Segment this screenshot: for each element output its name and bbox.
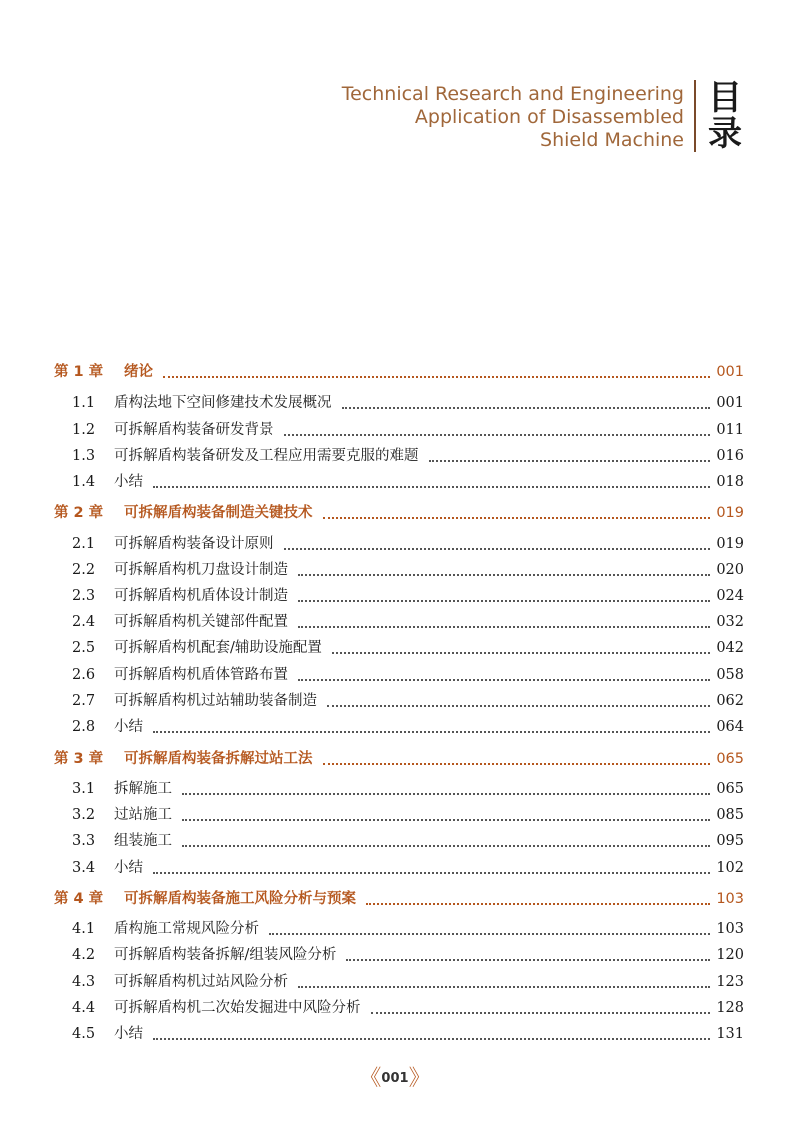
toc-page-number: 064 <box>716 719 744 735</box>
toc-entry-title: 可拆解盾构装备拆解/组装风险分析 <box>114 947 337 963</box>
toc-leader-dots <box>182 819 710 821</box>
toc-page-number: 016 <box>716 448 744 464</box>
toc-leader-dots <box>163 376 710 378</box>
toc-entry-title: 可拆解盾构机过站辅助装备制造 <box>114 693 317 709</box>
toc-leader-dots <box>182 793 710 795</box>
toc-entry-title: 绪论 <box>124 364 153 380</box>
english-title-line: Shield Machine <box>540 129 684 151</box>
toc-entry-number: 4.1 <box>72 921 96 937</box>
toc-section-row[interactable] <box>0 637 790 659</box>
toc-page-number: 019 <box>716 536 744 552</box>
toc-page-number: 065 <box>716 781 744 797</box>
toc-leader-dots <box>346 959 710 961</box>
toc-entry-number: 3.1 <box>72 781 96 797</box>
page-header <box>342 80 744 152</box>
toc-entry-number: 第 4 章 <box>54 891 104 907</box>
toc-page-number: 062 <box>716 693 744 709</box>
toc-section-row[interactable] <box>0 971 790 993</box>
toc-entry-number: 2.6 <box>72 667 96 683</box>
toc-leader-dots <box>182 845 710 847</box>
toc-entry-title: 可拆解盾构机刀盘设计制造 <box>114 562 288 578</box>
toc-section-row[interactable] <box>0 997 790 1019</box>
toc-entry-number: 3.3 <box>72 833 96 849</box>
toc-page-number: 095 <box>716 833 744 849</box>
toc-entry-title: 可拆解盾构装备设计原则 <box>114 536 274 552</box>
toc-page-number: 102 <box>716 860 744 876</box>
toc-page-number: 120 <box>716 947 744 963</box>
toc-entry-title: 可拆解盾构装备拆解过站工法 <box>124 751 313 767</box>
toc-entry-title: 小结 <box>114 860 143 876</box>
toc-leader-dots <box>323 763 710 765</box>
toc-entry-title: 可拆解盾构机关键部件配置 <box>114 614 288 630</box>
toc-section-row[interactable] <box>0 445 790 467</box>
toc-section-row[interactable] <box>0 611 790 633</box>
toc-section-row[interactable] <box>0 471 790 493</box>
toc-chapter-row[interactable] <box>0 748 790 770</box>
toc-leader-dots <box>153 1038 710 1040</box>
chinese-title <box>706 80 744 152</box>
toc-section-row[interactable] <box>0 690 790 712</box>
toc-entry-number: 4.4 <box>72 1000 96 1016</box>
toc-leader-dots <box>327 705 710 707</box>
toc-page-number: 011 <box>716 422 744 438</box>
toc-page-number: 019 <box>716 505 744 521</box>
page-number: 001 <box>381 1071 409 1086</box>
toc-entry-title: 可拆解盾构装备研发及工程应用需要克服的难题 <box>114 448 419 464</box>
toc-entry-number: 第 2 章 <box>54 505 104 521</box>
toc-page-number: 103 <box>716 921 744 937</box>
toc-section-row[interactable] <box>0 419 790 441</box>
toc-section-row[interactable] <box>0 830 790 852</box>
footer-right-mark: 》 <box>408 1066 431 1091</box>
toc-leader-dots <box>153 872 710 874</box>
toc-entry-title: 过站施工 <box>114 807 172 823</box>
toc-section-row[interactable] <box>0 716 790 738</box>
toc-leader-dots <box>371 1012 710 1014</box>
english-title-line: Technical Research and Engineering <box>341 83 684 105</box>
toc-leader-dots <box>298 600 710 602</box>
toc-chapter-row[interactable] <box>0 888 790 910</box>
toc-entry-title: 盾构施工常规风险分析 <box>114 921 259 937</box>
chinese-title-char: 录 <box>708 114 742 154</box>
toc-entry-number: 3.2 <box>72 807 96 823</box>
toc-entry-number: 1.4 <box>72 474 96 490</box>
toc-section-row[interactable] <box>0 778 790 800</box>
toc-entry-number: 1.2 <box>72 422 96 438</box>
toc-page-number: 131 <box>716 1026 744 1042</box>
toc-leader-dots <box>298 626 710 628</box>
toc-entry-title: 可拆解盾构机盾体管路布置 <box>114 667 288 683</box>
english-title <box>342 80 696 152</box>
toc-section-row[interactable] <box>0 664 790 686</box>
toc-entry-number: 第 3 章 <box>54 751 104 767</box>
toc-leader-dots <box>298 574 710 576</box>
page-footer <box>0 1061 790 1092</box>
toc-entry-number: 4.3 <box>72 974 96 990</box>
toc-leader-dots <box>342 407 710 409</box>
toc-entry-number: 4.2 <box>72 947 96 963</box>
toc-entry-number: 第 1 章 <box>54 364 104 380</box>
toc-page-number: 018 <box>716 474 744 490</box>
toc-page-number: 058 <box>716 667 744 683</box>
toc-leader-dots <box>153 731 710 733</box>
toc-page-number: 128 <box>716 1000 744 1016</box>
toc-leader-dots <box>366 903 710 905</box>
toc-chapter-row[interactable] <box>0 502 790 524</box>
toc-entry-number: 3.4 <box>72 860 96 876</box>
toc-entry-number: 2.3 <box>72 588 96 604</box>
toc-entry-title: 可拆解盾构装备施工风险分析与预案 <box>124 891 356 907</box>
toc-entry-title: 小结 <box>114 719 143 735</box>
toc-entry-title: 组装施工 <box>114 833 172 849</box>
toc-leader-dots <box>153 486 710 488</box>
toc-entry-number: 2.5 <box>72 640 96 656</box>
toc-page-number: 032 <box>716 614 744 630</box>
toc-section-row[interactable] <box>0 944 790 966</box>
toc-leader-dots <box>429 460 710 462</box>
toc-page-number: 020 <box>716 562 744 578</box>
toc-page-number: 042 <box>716 640 744 656</box>
toc-page-number: 123 <box>716 974 744 990</box>
toc-entry-title: 可拆解盾构装备制造关键技术 <box>124 505 313 521</box>
toc-section-row[interactable] <box>0 804 790 826</box>
toc-entry-title: 盾构法地下空间修建技术发展概况 <box>114 395 332 411</box>
toc-page-number: 103 <box>716 891 744 907</box>
toc-entry-title: 可拆解盾构机过站风险分析 <box>114 974 288 990</box>
toc-section-row[interactable] <box>0 1023 790 1045</box>
chinese-title-char: 目 <box>708 78 742 118</box>
toc-section-row[interactable] <box>0 559 790 581</box>
english-title-line: Application of Disassembled <box>414 106 684 128</box>
toc-entry-number: 1.3 <box>72 448 96 464</box>
toc-entry-title: 可拆解盾构装备研发背景 <box>114 422 274 438</box>
toc-entry-number: 2.4 <box>72 614 96 630</box>
toc-leader-dots <box>284 434 710 436</box>
toc-entry-title: 拆解施工 <box>114 781 172 797</box>
toc-entry-title: 可拆解盾构机二次始发掘进中风险分析 <box>114 1000 361 1016</box>
toc-section-row[interactable] <box>0 585 790 607</box>
toc-entry-title: 可拆解盾构机配套/辅助设施配置 <box>114 640 322 656</box>
toc-page-number: 024 <box>716 588 744 604</box>
toc-section-row[interactable] <box>0 857 790 879</box>
toc-leader-dots <box>298 986 710 988</box>
toc-entry-number: 4.5 <box>72 1026 96 1042</box>
toc-section-row[interactable] <box>0 533 790 555</box>
toc-entry-title: 小结 <box>114 1026 143 1042</box>
toc-leader-dots <box>323 517 710 519</box>
toc-leader-dots <box>269 933 710 935</box>
toc-entry-number: 1.1 <box>72 395 96 411</box>
toc-entry-number: 2.7 <box>72 693 96 709</box>
toc-entry-title: 小结 <box>114 474 143 490</box>
toc-entry-number: 2.8 <box>72 719 96 735</box>
toc-entry-number: 2.2 <box>72 562 96 578</box>
toc-entry-number: 2.1 <box>72 536 96 552</box>
toc-section-row[interactable] <box>0 918 790 940</box>
toc-leader-dots <box>298 679 710 681</box>
toc-chapter-row[interactable] <box>0 361 790 383</box>
footer-left-mark: 《 <box>359 1066 382 1091</box>
toc-page-number: 001 <box>716 395 744 411</box>
toc-leader-dots <box>332 652 710 654</box>
toc-entry-title: 可拆解盾构机盾体设计制造 <box>114 588 288 604</box>
toc-page-number: 001 <box>716 364 744 380</box>
toc-section-row[interactable] <box>0 392 790 414</box>
toc-page-number: 065 <box>716 751 744 767</box>
toc-leader-dots <box>284 548 710 550</box>
toc-page-number: 085 <box>716 807 744 823</box>
